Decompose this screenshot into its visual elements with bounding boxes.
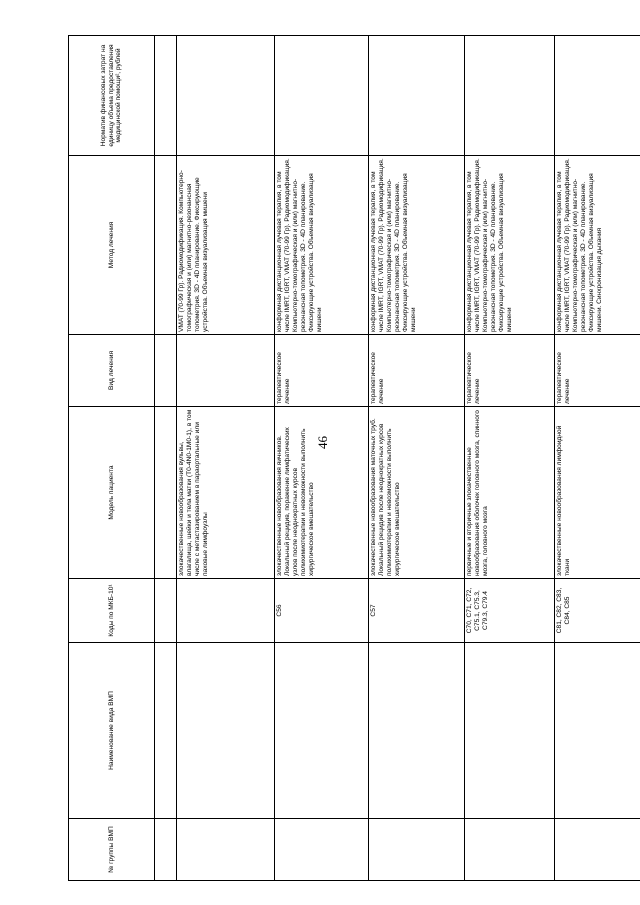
cell-method bbox=[155, 156, 177, 335]
cell-treatment bbox=[155, 335, 177, 407]
cell-model: злокачественные новообразования вульвы, влагалища, шейки и тела матки (T0-4N0-1M0-1), в том числе с метастазированием в параортальные или паховые лимфоузлы bbox=[177, 407, 275, 579]
cell-name bbox=[177, 643, 275, 819]
cell-norm bbox=[465, 36, 555, 156]
table-row bbox=[275, 36, 369, 881]
cell-treatment bbox=[177, 335, 275, 407]
header-row bbox=[69, 36, 155, 881]
cell-method: конформная дистанционная лучевая терапия, в том числе IMRT, IGRT, VMAT (70-99 Гр). Радиомодификация. Компьютерно-томографическая и (или) магнитно-резонансная топометрия. 3D - 4D планирование. Фиксирующие устройства. Объемная визуализация мишени bbox=[369, 156, 465, 335]
cell-treatment: терапевтическое лечение bbox=[465, 335, 555, 407]
cell-treatment: терапевтическое лечение bbox=[555, 335, 640, 407]
cell-codes bbox=[177, 579, 275, 643]
cell-name bbox=[275, 643, 369, 819]
cell-num bbox=[369, 819, 465, 881]
cell-norm bbox=[275, 36, 369, 156]
cell-norm bbox=[369, 36, 465, 156]
cell-codes: C70, C71, C72, C75.1, C75.3, C79.3, C79.4 bbox=[465, 579, 555, 643]
header-treatment: Вид лечения bbox=[69, 335, 155, 407]
cell-codes: C56 bbox=[275, 579, 369, 643]
cell-model: первичные и вторичные злокачественные новообразования оболочек головного мозга, спинного мозга, головного мозга bbox=[465, 407, 555, 579]
cell-codes bbox=[155, 579, 177, 643]
cell-name bbox=[155, 643, 177, 819]
vmp-table bbox=[68, 35, 640, 881]
cell-num bbox=[555, 819, 640, 881]
header-name: Наименование вида ВМП bbox=[69, 643, 155, 819]
table-row-spacer bbox=[155, 36, 177, 881]
cell-method: VMAT (70-99 Гр). Радиомодификация. Компьютерно-томографическая и (или) магнитно-резонансная топометрия. 3D - 4D планирование. Фиксирующие устройства. Объемная визуализация мишени bbox=[177, 156, 275, 335]
cell-norm bbox=[177, 36, 275, 156]
cell-num bbox=[465, 819, 555, 881]
cell-method: конформная дистанционная лучевая терапия, в том числе IMRT, IGRT, VMAT (70-99 Гр). Радиомодификация. Компьютерно-томографическая и (или) магнитно-резонансная топометрия. 3D - 4D планирование. Фиксирующие устройства. Объемная визуализация мишени bbox=[275, 156, 369, 335]
cell-num bbox=[275, 819, 369, 881]
cell-codes: C81, C82, C83, C84, C85 bbox=[555, 579, 640, 643]
table-row bbox=[465, 36, 555, 881]
cell-num bbox=[155, 819, 177, 881]
cell-name bbox=[369, 643, 465, 819]
table-wrapper bbox=[68, 36, 640, 881]
cell-model: злокачественные новообразования лимфоидной ткани bbox=[555, 407, 640, 579]
cell-method: конформная дистанционная лучевая терапия, в том числе IMRT, IGRT, VMAT (70-99 Гр). Радиомодификация. Компьютерно-томографическая и (или) магнитно-резонансная топометрия. 3D - 4D планирование. Фиксирующие устройства. Объемная визуализация мишени. Синхронизация дыхания bbox=[555, 156, 640, 335]
cell-model: злокачественные новообразования яичников. Локальный рецидив, поражение лимфатических узлов после неоднократных курсов полихимиотерапии и невозможности выполнить хирургическое вмешательство bbox=[275, 407, 369, 579]
cell-name bbox=[465, 643, 555, 819]
table-row bbox=[177, 36, 275, 881]
cell-num bbox=[177, 819, 275, 881]
cell-model bbox=[155, 407, 177, 579]
header-model: Модель пациента bbox=[69, 407, 155, 579]
cell-codes: C57 bbox=[369, 579, 465, 643]
cell-name bbox=[555, 643, 640, 819]
table-row bbox=[555, 36, 640, 881]
rotated-table-area bbox=[68, 36, 640, 881]
header-codes: Коды по МКБ-10¹ bbox=[69, 579, 155, 643]
cell-method: конформная дистанционная лучевая терапия, в том числе IMRT, IGRT, VMAT (70-99 Гр). Радиомодификация. Компьютерно-томографическая и (или) магнитно-резонансная топометрия. 3D - 4D планирование. Фиксирующие устройства. Объемная визуализация мишени bbox=[465, 156, 555, 335]
table-row bbox=[369, 36, 465, 881]
cell-treatment: терапевтическое лечение bbox=[275, 335, 369, 407]
cell-norm bbox=[155, 36, 177, 156]
page-number: 46 bbox=[314, 436, 330, 449]
header-method: Метод лечения bbox=[69, 156, 155, 335]
header-norm: Норматив финансовых затрат на единицу объема предоставления медицинской помощи², рублей bbox=[69, 36, 155, 156]
cell-norm bbox=[555, 36, 640, 156]
cell-treatment: терапевтическое лечение bbox=[369, 335, 465, 407]
header-num: № группы ВМП bbox=[69, 819, 155, 881]
cell-model: злокачественные новообразования маточных труб. Локальный рецидив после неоднократных курсов полихимиотерапии и невозможности выполнить хирургическое вмешательство bbox=[369, 407, 465, 579]
